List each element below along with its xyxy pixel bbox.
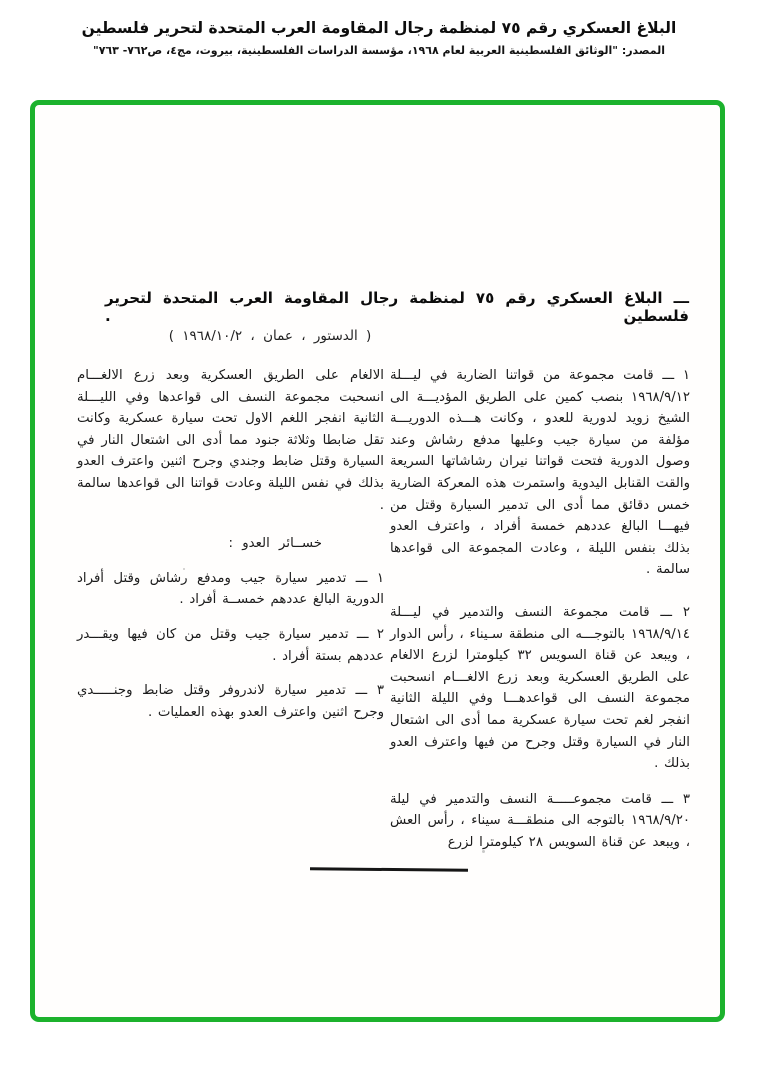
scan-noise-dot <box>482 850 485 853</box>
loss-item-3: ٣ ـــ تدمير سيارة لاندروفر وقتل ضابط وجنـــــدي وجرح اثنين واعترف العدو بهذه العمليات . <box>77 683 384 720</box>
paragraph-operation-2: ٢ ـــ قامت مجموعة النسف والتدمير في ليـــلة ١٩٦٨/٩/١٤ بالتوجـــه الى منطقة سـيناء ، رأس الدوار ، ويبعد عن قناة السويس ٣٢ كيلومترا لزرع الالغام على الطريق العسكرية وبعد زرع الالغـــام انسحبت مجموعة النسف الى قواعدهـــا وفي الليلة الثانية انفجر لغم تحت سيارة عسكرية مما أدى الى اشتعال النار في السيارة وقتل وجرح من فيها واعترف العدو بذلك . <box>390 604 691 772</box>
page-header-source: المصدر: "الوثائق الفلسطينية العربية لعام ١٩٦٨، مؤسسة الدراسات الفلسطينية، بيروت، مج٤، ص٧٦٢- ٧٦٣" <box>92 44 666 57</box>
paragraph-operation-3-continuation: الالغام على الطريق العسكرية وبعد زرع الالغـــام انسحبت مجموعة النسف الى قواعدها وفي الليـــلة الثانية انفجر اللغم الاول تحت سيارة عسكرية وكانت تقل ضابطا وثلاثة جنود مما أدى الى اشتعال النار في السيارة وقتل ضابط وجندي وجرح اثنين واعترف العدو بذلك في نفس الليلة وعادت قواتنا الى قواعدها سالمة . <box>77 368 384 513</box>
page-header <box>0 19 758 57</box>
loss-item-2: ٢ ـــ تدمير سيارة جيب وقتل من كان فيها ويقـــدر عددهم بستة أفراد . <box>77 626 384 664</box>
scanned-document-frame <box>30 100 725 1022</box>
scan-noise-dot <box>183 568 185 570</box>
separator-line <box>310 867 468 871</box>
loss-item-1: ١ ـــ تدمير سيارة جيب ومدفع رشاش وقتل أفراد الدورية البالغ عددهم خمســة أفراد . <box>77 570 384 608</box>
paragraph-operation-1: ١ ـــ قامت مجموعة من قواتنا الضاربة في ليـــلة ١٩٦٨/٩/١٢ بنصب كمين على الطريق المؤديـــة الى الشيخ زويد لدورية للعدو ، وكانت هـــذه الدوريـــة مؤلفة من سيارة جيب وعليها مدفع رشاش وعند وصول الدورية فتحت قواتنا نيران رشاشاتها السريعة والقت القنابل اليدوية واستمرت هذه المعركة الضارية خمس دقائق مما أدى الى تدمير السيارة وقتل من فيهـــا البالغ عددهم خمسة أفراد ، واعترف العدو بذلك بنفس الليلة ، وعادت المجموعة الى قواعدها سالمة . <box>390 368 690 578</box>
paragraph-operation-3: ٣ ـــ قامت مجموعـــــة النسف والتدمير في ليلة ١٩٦٨/٩/٢٠ بالتوجه الى منطقـــة سيناء ، رأس العش ، ويبعد عن قناة السويس ٢٨ كيلومترا لزرع <box>390 791 690 850</box>
page-header-title: البلاغ العسكري رقم ٧٥ لمنظمة رجال المقاومة العرب المتحدة لتحرير فلسطين <box>81 19 677 37</box>
text-column-left <box>77 365 384 723</box>
enemy-losses-heading: خســائر العدو : <box>228 536 322 552</box>
communique-dateline: ( الدستور ، عمان ، ١٩٦٨/١٠/٢ ) <box>168 328 372 344</box>
text-column-right <box>390 365 690 853</box>
communique-title: ـــ البلاغ العسكري رقم ٧٥ لمنظمة رجال المقاومة العرب المتحدة لتحرير فلسطين . <box>105 289 689 325</box>
